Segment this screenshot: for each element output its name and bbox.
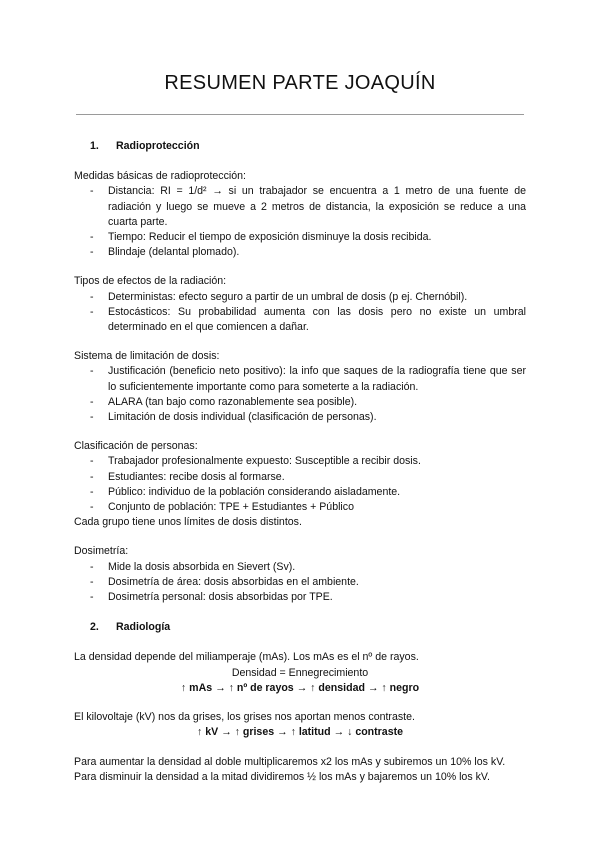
section-heading-radioproteccion (74, 139, 526, 154)
list-item: - Limitación de dosis individual (clasificación de personas). (74, 410, 526, 425)
list-item: - Dosimetría de área: dosis absorbidas en el ambiente. (74, 575, 526, 590)
list-item: - Deterministas: efecto seguro a partir de un umbral de dosis (p ej. Chernóbil). (74, 290, 526, 305)
dosimetry-intro: Dosimetría: (74, 545, 129, 558)
title-divider (76, 114, 524, 115)
list-item: - Estocásticos: Su probabilidad aumenta con las dosis pero no existe un umbral determinado en el que comiencen a dañar. (74, 305, 526, 335)
document-title: RESUMEN PARTE JOAQUÍN (164, 72, 436, 94)
classification-intro: Clasificación de personas: (74, 440, 198, 453)
density-chain: ↑ mAs → ↑ nº de rayos → ↑ densidad → ↑ negro (180, 681, 420, 694)
measures-intro: Medidas básicas de radioprotección: (74, 170, 246, 183)
limits-intro: Sistema de limitación de dosis: (74, 350, 220, 363)
section-title: Radiología (116, 621, 171, 634)
list-item: - Distancia: RI = 1/d² → si un trabajador se encuentra a 1 metro de una fuente de radiación y luego se mueve a 2 metros de distancia, la exposición se reduce a una cuarta parte. (74, 184, 526, 230)
list-item: - Público: individuo de la población considerando aisladamente. (74, 485, 526, 500)
increase-density-text: Para aumentar la densidad al doble multiplicaremos x2 los mAs y subiremos un 10% los kV. (74, 755, 506, 768)
classification-list (74, 454, 526, 515)
effects-list (74, 290, 526, 336)
list-item: - Mide la dosis absorbida en Sievert (Sv). (74, 560, 526, 575)
classification-note: Cada grupo tiene unos límites de dosis distintos. (74, 516, 302, 529)
list-item: - Tiempo: Reducir el tiempo de exposición disminuye la dosis recibida. (74, 230, 526, 245)
section-title: Radioprotección (116, 140, 200, 152)
section-number: 1. (90, 140, 99, 152)
kv-text: El kilovoltaje (kV) nos da grises, los grises nos aportan menos contraste. (74, 711, 415, 724)
density-text: La densidad depende del miliamperaje (mAs). Los mAs es el nº de rayos. (74, 651, 419, 664)
list-item: - Blindaje (delantal plomado). (74, 245, 526, 260)
list-item: - Estudiantes: recibe dosis al formarse. (74, 470, 526, 485)
document-body (74, 139, 526, 785)
effects-intro: Tipos de efectos de la radiación: (74, 275, 227, 288)
measures-list (74, 184, 526, 260)
density-formula: Densidad = Ennegrecimiento (231, 666, 369, 679)
decrease-density-text: Para disminuir la densidad a la mitad dividiremos ½ los mAs y bajaremos un 10% los kV. (74, 770, 490, 783)
list-item: - ALARA (tan bajo como razonablemente sea posible). (74, 395, 526, 410)
kv-chain: ↑ kV → ↑ grises → ↑ latitud → ↓ contraste (196, 726, 404, 739)
section-number: 2. (90, 621, 99, 634)
dosimetry-list (74, 560, 526, 606)
list-item: - Conjunto de población: TPE + Estudiantes + Público (74, 500, 526, 515)
list-item: - Trabajador profesionalmente expuesto: Susceptible a recibir dosis. (74, 454, 526, 469)
list-item: - Dosimetría personal: dosis absorbidas por TPE. (74, 590, 526, 605)
list-item: - Justificación (beneficio neto positivo): la info que saques de la radiografía tiene que ser lo suficientemente importante como para someterte a la radiación. (74, 364, 526, 394)
limits-list (74, 364, 526, 425)
section-heading-radiologia (74, 620, 526, 635)
